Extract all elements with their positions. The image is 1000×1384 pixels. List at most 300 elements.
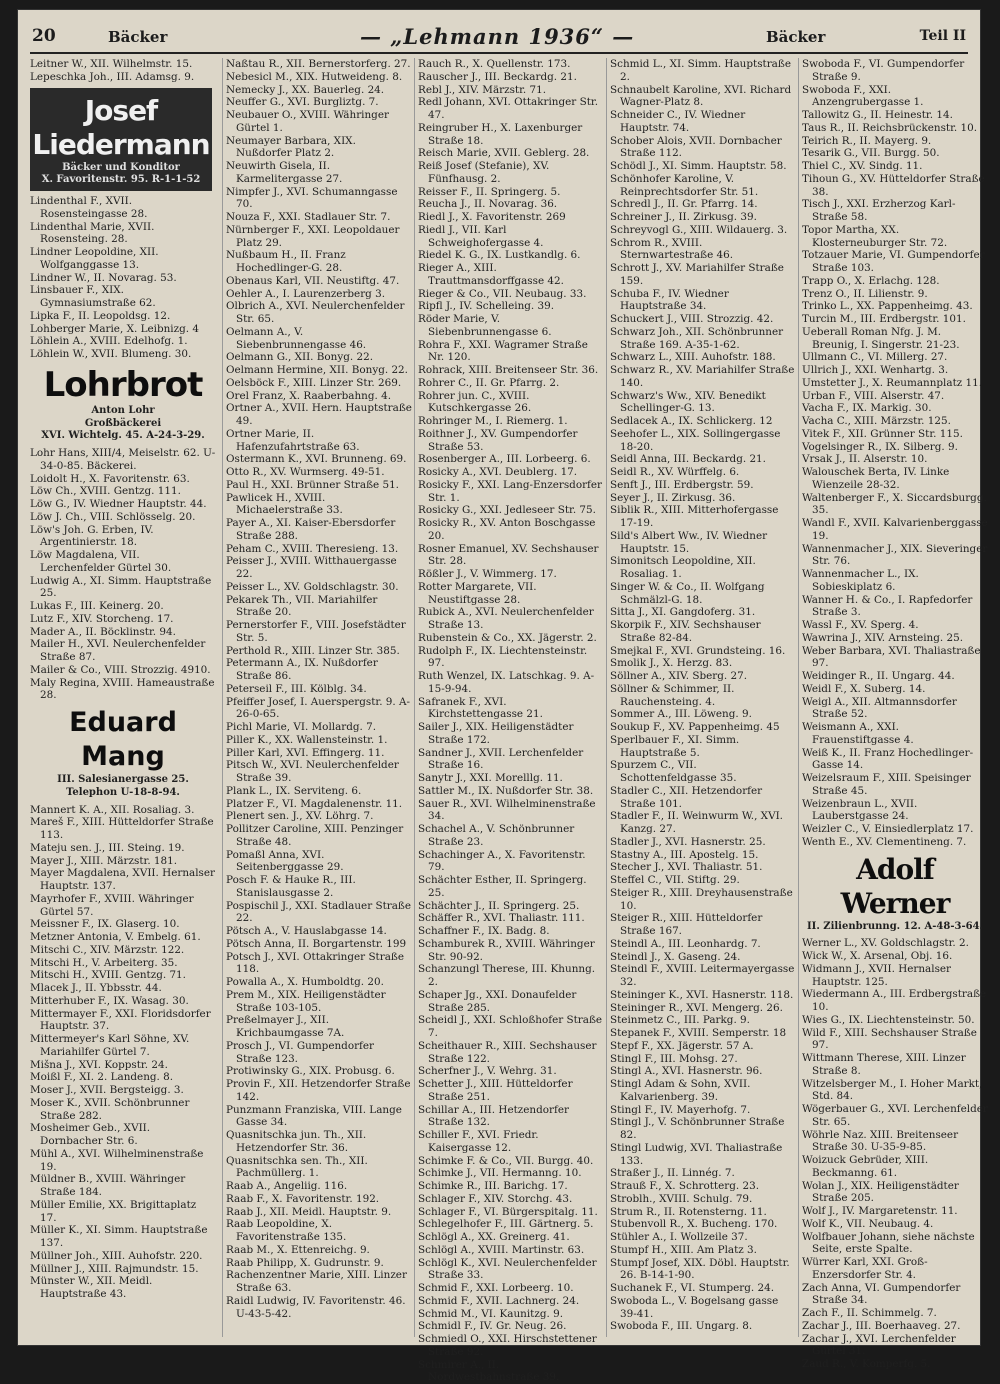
directory-entry: Otto R., XV. Wurmserg. 49-51. [226, 466, 412, 479]
directory-entry: Lindenthal Marie, XVII. Rosensteing. 28. [30, 221, 216, 247]
directory-entry: Tihoun G., XV. Hütteldorfer Straße 38. [802, 173, 988, 199]
directory-entry: Pollitzer Caroline, XIII. Penzinger Straße 48. [226, 823, 412, 849]
directory-entry: Sandner J., XVII. Lerchenfelder Straße 16. [418, 747, 604, 773]
columns [30, 58, 970, 1337]
directory-entry: Schlegelhofer F., III. Gärtnerg. 5. [418, 1218, 604, 1231]
directory-entry: Mlacek J., II. Ybbsstr. 44. [30, 982, 216, 995]
directory-entry: Lindner W., II. Novarag. 53. [30, 272, 216, 285]
directory-entry: Vogelsinger R., IX. Silberg. 9. [802, 441, 988, 454]
directory-entry: Peisser J., XVIII. Witthauergasse 22. [226, 555, 412, 581]
directory-entry: Schmid M., VI. Kaunitzg. 9. [418, 1308, 604, 1321]
directory-entry: Stühler A., I. Wollzeile 37. [610, 1231, 796, 1244]
directory-entry: Widmann J., XVII. Hernalser Hauptstr. 125. [802, 963, 988, 989]
directory-entry: Schächter Esther, II. Springerg. 25. [418, 874, 604, 900]
directory-entry: Schwarz Joh., XII. Schönbrunner Straße 169. A-35-1-62. [610, 326, 796, 352]
directory-entry: Stroblh., XVIII. Schulg. 79. [610, 1193, 796, 1206]
directory-entry: Skorpik F., XIV. Sechshauser Straße 82-84. [610, 619, 796, 645]
directory-entry: Teirich R., II. Mayerg. 9. [802, 135, 988, 148]
entry-list [30, 58, 216, 84]
directory-entry: Rosicky G., XXI. Jedleseer Str. 75. [418, 504, 604, 517]
directory-entry: Orel Franz, X. Raaberbahng. 4. [226, 390, 412, 403]
directory-entry: Reingruber H., X. Laxenburger Straße 18. [418, 122, 604, 148]
directory-entry: Rosicky R., XV. Anton Boschgasse 20. [418, 517, 604, 543]
directory-entry: Reisser F., II. Springerg. 5. [418, 186, 604, 199]
ad-line: XVI. Wichtelg. 45. A-24-3-29. [30, 430, 216, 443]
directory-entry: Wannenmacher J., XIX. Sieveringer Str. 76. [802, 543, 988, 569]
directory-entry: Stingl Adam & Sohn, XVII. Kalvarienberg. 39. [610, 1078, 796, 1104]
directory-entry: Ludwig A., XI. Simm. Hauptstraße 25. [30, 575, 216, 601]
directory-entry: Nemecky J., XX. Bauerleg. 24. [226, 84, 412, 97]
directory-entry: Loidolt H., X. Favoritenstr. 63. [30, 473, 216, 486]
directory-entry: Trapp O., X. Erlachg. 128. [802, 275, 988, 288]
directory-entry: Stastny A., III. Apostelg. 15. [610, 849, 796, 862]
directory-entry: Peham C., XVIII. Theresieng. 13. [226, 543, 412, 556]
directory-entry: Sommer A., III. Löweng. 9. [610, 708, 796, 721]
directory-entry: Seyer J., II. Zirkusg. 36. [610, 492, 796, 505]
directory-entry: Wittmann Therese, XIII. Linzer Straße 8. [802, 1052, 988, 1078]
directory-entry: Weidinger R., II. Ungarg. 44. [802, 670, 988, 683]
directory-entry: Zachar J., III. Boerhaaveg. 27. [802, 1320, 988, 1333]
directory-entry: Rubenstein & Co., XX. Jägerstr. 2. [418, 632, 604, 645]
directory-entry: Piller K., XX. Wallensteinstr. 1. [226, 734, 412, 747]
directory-entry: Schimke F. & Co., VII. Burgg. 40. [418, 1155, 604, 1168]
directory-entry: Plenert sen. J., XV. Löhrg. 7. [226, 810, 412, 823]
directory-entry: Stingl F., III. Mohsg. 27. [610, 1053, 796, 1066]
directory-entry: Schillar A., III. Hetzendorfer Straße 132. [418, 1104, 604, 1130]
directory-entry: Pernerstorfer F., VIII. Josefstädter Str. 5. [226, 619, 412, 645]
ad-line: Anton Lohr [30, 405, 216, 418]
directory-entry: Prem M., XIX. Heiligenstädter Straße 103-105. [226, 989, 412, 1015]
directory-entry: Smolik J., X. Herzg. 83. [610, 657, 796, 670]
directory-entry: Sild's Albert Ww., IV. Wiedner Hauptstr. 15. [610, 530, 796, 556]
directory-entry: Lepeschka Joh., III. Adamsg. 9. [30, 71, 216, 84]
directory-entry: Stumpf H., XIII. Am Platz 3. [610, 1244, 796, 1257]
directory-entry: Vrsak J., II. Alserstr. 10. [802, 453, 988, 466]
directory-entry: Rosenberger A., III. Lorbeerg. 6. [418, 453, 604, 466]
directory-entry: Schober Alois, XVII. Dornbacher Straße 112. [610, 135, 796, 161]
ad-line: X. Favoritenstr. 95. R-1-1-52 [30, 174, 212, 187]
directory-entry: Suchanek F., VI. Stumperg. 24. [610, 1282, 796, 1295]
directory-entry: Wassl F., XV. Sperg. 4. [802, 619, 988, 632]
directory-entry: Rebl J., XIV. Märzstr. 71. [418, 84, 604, 97]
directory-entry: Pichl Marie, VI. Mollardg. 7. [226, 721, 412, 734]
directory-entry: Scheithauer R., XIII. Sechshauser Straße 122. [418, 1040, 604, 1066]
directory-entry: Witzelsberger M., I. Hoher Markt, Std. 84. [802, 1078, 988, 1104]
directory-entry: Neuwirth Gisela, II. Karmelitergasse 27. [226, 160, 412, 186]
directory-entry: Sauer R., XVI. Wilhelminenstraße 34. [418, 798, 604, 824]
directory-entry: Löw J. Ch., VIII. Schlösselg. 20. [30, 511, 216, 524]
directory-entry: Schmirer A., II. Nordwestbahnstraße 39. [418, 1359, 604, 1384]
entry-list [30, 195, 216, 361]
directory-entry: Mateju sen. J., III. Steing. 19. [30, 842, 216, 855]
directory-entry: Schödl J., XI. Simm. Hauptstr. 58. [610, 160, 796, 173]
directory-entry: Löhlein A., XVIII. Edelhofg. 1. [30, 335, 216, 348]
directory-entry: Söllner A., XIV. Sberg. 27. [610, 670, 796, 683]
directory-entry: Ortner Marie, II. Hafenzufahrtstraße 63. [226, 428, 412, 454]
directory-entry: Oelmann Hermine, XII. Bonyg. 22. [226, 364, 412, 377]
directory-entry: Reiß Josef (Stefanie), XV. Fünfhausg. 2. [418, 160, 604, 186]
directory-entry: Schrott J., XV. Mariahilfer Straße 159. [610, 262, 796, 288]
entry-list [802, 58, 988, 849]
directory-entry: Singer W. & Co., II. Wolfgang Schmälzl-G. 18. [610, 581, 796, 607]
directory-entry: Wögerbauer G., XVI. Lerchenfelder Str. 65. [802, 1103, 988, 1129]
directory-entry: Petermann A., IX. Nußdorfer Straße 86. [226, 657, 412, 683]
directory-entry: Weismann A., XXI. Frauenstiftgasse 4. [802, 721, 988, 747]
directory-entry: Linsbauer F., XIX. Gymnasiumstraße 62. [30, 284, 216, 310]
directory-entry: Mannert K. A., XII. Rosaliag. 3. [30, 804, 216, 817]
directory-entry: Scherfner J., V. Wehrg. 31. [418, 1065, 604, 1078]
directory-entry: Trinko L., XX. Pappenheimg. 43. [802, 300, 988, 313]
directory-entry: Stadler J., XVI. Hasnerstr. 25. [610, 836, 796, 849]
directory-entry: Stecher J., XVI. Thaliastr. 51. [610, 861, 796, 874]
directory-entry: Stepf F., XX. Jägerstr. 57 A. [610, 1040, 796, 1053]
directory-entry: Schwarz L., XIII. Auhofstr. 188. [610, 351, 796, 364]
directory-entry: Tisch J., XXI. Erzherzog Karl-Straße 58. [802, 198, 988, 224]
directory-entry: Quasnitschka sen. Th., XII. Pachmüllerg. 1. [226, 1155, 412, 1181]
directory-entry: Seidl Anna, III. Beckardg. 21. [610, 453, 796, 466]
directory-entry: Sperlbauer F., XI. Simm. Hauptstraße 5. [610, 734, 796, 760]
directory-entry: Wöhrle Naz. XIII. Breitenseer Straße 30. U-35-9-85. [802, 1129, 988, 1155]
directory-entry: Stingl Ludwig, XVI. Thaliastraße 133. [610, 1142, 796, 1168]
directory-entry: Naßtau R., XII. Bernerstorferg. 27. [226, 58, 412, 71]
directory-entry: Schetter J., XIII. Hütteldorfer Straße 251. [418, 1078, 604, 1104]
directory-entry: Löw's Joh. G. Erben, IV. Argentinierstr. 18. [30, 524, 216, 550]
directory-entry: Sanytr J., XXI. Morelllg. 11. [418, 772, 604, 785]
directory-entry: Trenz O., II. Lilienstr. 9. [802, 288, 988, 301]
directory-entry: Pospischil J., XXI. Stadlauer Straße 22. [226, 900, 412, 926]
directory-entry: Wannenmacher L., IX. Sobieskiplatz 6. [802, 568, 988, 594]
page-number: 20 [32, 26, 56, 46]
directory-entry: Löw Magdalena, VII. Lerchenfelder Gürtel 30. [30, 549, 216, 575]
directory-entry: Schuba F., IV. Wiedner Hauptstraße 34. [610, 288, 796, 314]
directory-entry: Pfeiffer Josef, I. Auerspergstr. 9. A-26-0-65. [226, 696, 412, 722]
directory-entry: Stadler C., XII. Hetzendorfer Straße 101. [610, 785, 796, 811]
directory-entry: Zach Anna, VI. Gumpendorfer Straße 34. [802, 1282, 988, 1308]
directory-entry: Payer A., XI. Kaiser-Ebersdorfer Straße 288. [226, 517, 412, 543]
directory-entry: Stepanek F., XVIII. Semperstr. 18 [610, 1027, 796, 1040]
directory-entry: Schimke J., VII. Hermanng. 10. [418, 1167, 604, 1180]
directory-entry: Siblik R., XIII. Mitterhofergasse 17-19. [610, 504, 796, 530]
advertisement-werner [802, 853, 988, 934]
directory-entry: Ortner A., XVII. Hern. Hauptstraße 49. [226, 402, 412, 428]
directory-entry: Rachenzentner Marie, XIII. Linzer Straße 63. [226, 1269, 412, 1295]
directory-entry: Rudolph F., IX. Liechtensteinstr. 97. [418, 645, 604, 671]
directory-entry: Protiwinsky G., XIX. Probusg. 6. [226, 1065, 412, 1078]
directory-entry: Strauß F., X. Schrotterg. 23. [610, 1180, 796, 1193]
directory-entry: Ruth Wenzel, IX. Latschkag. 9. A-15-9-94. [418, 670, 604, 696]
directory-entry: Maly Regina, XVIII. Hameaustraße 28. [30, 677, 216, 703]
directory-entry: Wies G., IX. Liechtensteinstr. 50. [802, 1014, 988, 1027]
entry-list [802, 937, 988, 1371]
directory-entry: Schächter J., II. Springerg. 25. [418, 900, 604, 913]
directory-entry: Weizelsraum F., XIII. Speisinger Straße 45. [802, 772, 988, 798]
directory-entry: Waltenberger F., X. Siccardsburgg. 35. [802, 492, 988, 518]
directory-entry: Schlager F., XIV. Storchg. 43. [418, 1193, 604, 1206]
directory-entry: Wawrina J., XIV. Arnsteing. 25. [802, 632, 988, 645]
directory-entry: Schmid F., XXI. Lorbeerg. 10. [418, 1282, 604, 1295]
directory-entry: Mayer J., XIII. Märzstr. 181. [30, 855, 216, 868]
directory-entry: Münster W., XII. Meidl. Hauptstraße 43. [30, 1275, 216, 1301]
ad-line: III. Salesianergasse 25. [30, 774, 216, 787]
directory-entry: Zaud R., V. Komperfg. 5. [802, 1358, 988, 1371]
directory-entry: Smejkal F., XVI. Grundsteing. 16. [610, 645, 796, 658]
directory-entry: Raab A., Angeliig. 116. [226, 1180, 412, 1193]
directory-entry: Rohra F., XXI. Wagramer Straße Nr. 120. [418, 339, 604, 365]
directory-entry: Schmiedl O., XXI. Hirschstettener Straße 92. [418, 1333, 604, 1359]
directory-entry: Tesarik G., VII. Burgg. 50. [802, 147, 988, 160]
directory-entry: Schlager F., VI. Bürgerspitalg. 11. [418, 1206, 604, 1219]
directory-entry: Steiger R., XIII. Dreyhausenstraße 10. [610, 887, 796, 913]
directory-entry: Thiel C., XV. Sindg. 11. [802, 160, 988, 173]
directory-entry: Mišna J., XVI. Koppstr. 24. [30, 1059, 216, 1072]
directory-entry: Würrer Karl, XXI. Groß-Enzersdorfer Str. 4. [802, 1256, 988, 1282]
directory-entry: Müllner J., XIII. Rajmundstr. 15. [30, 1263, 216, 1276]
directory-entry: Rößler J., V. Wimmerg. 17. [418, 568, 604, 581]
directory-entry: Wenth E., XV. Clementineng. 7. [802, 836, 988, 849]
directory-entry: Pitsch W., XVI. Neulerchenfelder Straße 39. [226, 759, 412, 785]
directory-entry: Stingl J., V. Schönbrunner Straße 82. [610, 1116, 796, 1142]
directory-entry: Löhlein W., XVII. Blumeng. 30. [30, 348, 216, 361]
column-5 [798, 58, 988, 1337]
directory-entry: Swoboda L., V. Bogelsang gasse 39-41. [610, 1295, 796, 1321]
directory-entry: Schneider C., IV. Wiedner Hauptstr. 74. [610, 109, 796, 135]
directory-entry: Steininger R., XVI. Mengerg. 26. [610, 1002, 796, 1015]
directory-entry: Neumayer Barbara, XIX. Nußdorfer Platz 2. [226, 135, 412, 161]
directory-entry: Stingl F., IV. Mayerhofg. 7. [610, 1104, 796, 1117]
directory-entry: Urban F., VIII. Alserstr. 47. [802, 390, 988, 403]
directory-entry: Mailer H., XVI. Neulerchenfelder Straße 87. [30, 638, 216, 664]
directory-entry: Rohrer C., II. Gr. Pfarrg. 2. [418, 377, 604, 390]
directory-entry: Swoboda F., III. Ungarg. 8. [610, 1320, 796, 1333]
directory-entry: Schnaubelt Karoline, XVI. Richard Wagner-Platz 8. [610, 84, 796, 110]
directory-entry: Stubenvoll R., X. Bucheng. 170. [610, 1218, 796, 1231]
directory-entry: Schaper Jg., XXI. Donaufelder Straße 285. [418, 989, 604, 1015]
directory-entry: Schlögl A., XVIII. Martinstr. 63. [418, 1244, 604, 1257]
directory-entry: Moser K., XVII. Schönbrunner Straße 282. [30, 1097, 216, 1123]
directory-entry: Raab M., X. Ettenreichg. 9. [226, 1244, 412, 1257]
directory-entry: Rosicky F., XXI. Lang-Enzersdorfer Str. 1. [418, 479, 604, 505]
directory-entry: Rohrack, XIII. Breitenseer Str. 36. [418, 364, 604, 377]
directory-entry: Wiedermann A., III. Erdbergstraße 10. [802, 988, 988, 1014]
directory-entry: Safranek F., XVI. Kirchstettengasse 21. [418, 696, 604, 722]
ad-name: Eduard Mang [30, 706, 216, 774]
directory-entry: Löw G., IV. Wiedner Hauptstr. 44. [30, 498, 216, 511]
directory-entry: Potsch J., XVI. Ottakringer Straße 118. [226, 951, 412, 977]
directory-entry: Paul H., XXI. Brünner Straße 51. [226, 479, 412, 492]
directory-entry: Müller K., XI. Simm. Hauptstraße 137. [30, 1224, 216, 1250]
directory-entry: Schamburek R., XVIII. Währinger Str. 90-92. [418, 938, 604, 964]
directory-entry: Rohringer M., I. Riemerg. 1. [418, 415, 604, 428]
directory-entry: Ostermann K., XVI. Brunneng. 69. [226, 453, 412, 466]
directory-entry: Ueberall Roman Nfg. J. M. Breunig, I. Singerstr. 21-23. [802, 326, 988, 352]
directory-entry: Nimpfer J., XVI. Schumanngasse 70. [226, 186, 412, 212]
entry-list [30, 447, 216, 702]
directory-entry: Turcin M., III. Erdbergstr. 101. [802, 313, 988, 326]
directory-entry: Straßer J., II. Linnég. 7. [610, 1167, 796, 1180]
directory-entry: Quasnitschka jun. Th., XII. Hetzendorfer Str. 36. [226, 1129, 412, 1155]
directory-entry: Neubauer O., XVIII. Währinger Gürtel 1. [226, 109, 412, 135]
column-1 [30, 58, 216, 1337]
directory-entry: Roithner J., XV. Gumpendorfer Straße 53. [418, 428, 604, 454]
directory-entry: Swoboda F., VI. Gumpendorfer Straße 9. [802, 58, 988, 84]
directory-entry: Taus R., II. Reichsbrückenstr. 10. [802, 122, 988, 135]
directory-entry: Stumpf Josef, XIX. Döbl. Hauptstr. 26. B-14-1-90. [610, 1257, 796, 1283]
directory-entry: Schlögl K., XVI. Neulerchenfelder Straße 33. [418, 1257, 604, 1283]
directory-entry: Lukas F., III. Keinerg. 20. [30, 600, 216, 613]
directory-entry: Schlögl A., XX. Greinerg. 41. [418, 1231, 604, 1244]
directory-entry: Olbrich A., XVI. Neulerchenfelder Str. 65. [226, 300, 412, 326]
directory-entry: Umstetter J., X. Reumannplatz 11. [802, 377, 988, 390]
directory-entry: Seidl R., XV. Würffelg. 6. [610, 466, 796, 479]
directory-entry: Mühl A., XVI. Wilhelminenstraße 19. [30, 1148, 216, 1174]
directory-entry: Wick W., X. Arsenal, Obj. 16. [802, 950, 988, 963]
directory-entry: Schäffer R., XVI. Thaliastr. 111. [418, 912, 604, 925]
directory-entry: Steiger R., XIII. Hütteldorfer Straße 167. [610, 912, 796, 938]
directory-entry: Riedl J., X. Favoritenstr. 269 [418, 211, 604, 224]
directory-entry: Mayrhofer F., XVIII. Währinger Gürtel 57. [30, 893, 216, 919]
directory-entry: Mareš F., XIII. Hütteldorfer Straße 113. [30, 816, 216, 842]
ad-name: Josef Liedermann [30, 94, 212, 162]
directory-entry: Rosner Emanuel, XV. Sechshauser Str. 28. [418, 543, 604, 569]
directory-entry: Stadler F., II. Weinwurm W., XVI. Kanzg. 27. [610, 810, 796, 836]
directory-entry: Mailer & Co., VIII. Strozzig. 4910. [30, 664, 216, 677]
directory-entry: Schimke R., III. Barichg. 17. [418, 1180, 604, 1193]
directory-entry: Wild F., XIII. Sechshauser Straße 97. [802, 1027, 988, 1053]
directory-entry: Steinmetz C., III. Parkg. 9. [610, 1014, 796, 1027]
header-category-left: Bäcker [108, 28, 167, 46]
directory-entry: Prosch J., VI. Gumpendorfer Straße 123. [226, 1040, 412, 1066]
column-2 [222, 58, 412, 1337]
directory-entry: Redl Johann, XVI. Ottakringer Str. 47. [418, 96, 604, 122]
directory-entry: Moißl F., XI. 2. Landeng. 8. [30, 1071, 216, 1084]
ad-line: Bäcker und Konditor [30, 162, 212, 175]
directory-entry: Raab Philipp, X. Gudrunstr. 9. [226, 1257, 412, 1270]
directory-entry: Peisser L., XV. Goldschlagstr. 30. [226, 581, 412, 594]
directory-entry: Nebesicl M., XIX. Hutweideng. 8. [226, 71, 412, 84]
directory-entry: Wolfbauer Johann, siehe nächste Seite, erste Spalte. [802, 1231, 988, 1257]
directory-entry: Schanzungl Therese, III. Khunng. 2. [418, 963, 604, 989]
ad-line: Großbäckerei [30, 418, 216, 431]
directory-entry: Nürnberger F., XXI. Leopoldauer Platz 29. [226, 224, 412, 250]
directory-entry: Mittermayer F., XXI. Floridsdorfer Hauptstr. 37. [30, 1008, 216, 1034]
directory-entry: Raab J., XII. Meidl. Hauptstr. 9. [226, 1206, 412, 1219]
directory-entry: Wolf K., VII. Neubaug. 4. [802, 1218, 988, 1231]
directory-entry: Lindner Leopoldine, XII. Wolfganggasse 13. [30, 246, 216, 272]
directory-entry: Vacha F., IX. Markig. 30. [802, 402, 988, 415]
directory-entry: Topor Martha, XX. Klosterneuburger Str. 72. [802, 224, 988, 250]
directory-entry: Ripfl J., IV. Schelleing. 39. [418, 300, 604, 313]
directory-entry: Piller Karl, XVI. Effingerg. 11. [226, 747, 412, 760]
directory-entry: Riedel K. G., IX. Lustkandlg. 6. [418, 249, 604, 262]
directory-entry: Neuffer G., XVI. Burgliztg. 7. [226, 96, 412, 109]
directory-entry: Sedlacek A., IX. Schlickerg. 12 [610, 415, 796, 428]
page-title: — „Lehmann 1936“ — [360, 24, 634, 49]
directory-entry: Woizuck Gebrüder, XIII. Beckmanng. 61. [802, 1154, 988, 1180]
directory-entry: Rotter Margarete, VII. Neustiftgasse 28. [418, 581, 604, 607]
directory-entry: Schaffner F., IX. Badg. 8. [418, 925, 604, 938]
directory-entry: Lohberger Marie, X. Leibnizg. 4 [30, 323, 216, 336]
directory-entry: Schmid L., XI. Simm. Hauptstraße 2. [610, 58, 796, 84]
directory-entry: Walouschek Berta, IV. Linke Wienzeile 28-32. [802, 466, 988, 492]
page-header [30, 22, 968, 54]
directory-entry: Schmid F., XVII. Lachnerg. 24. [418, 1295, 604, 1308]
directory-entry: Pekarek Th., VII. Mariahilfer Straße 20. [226, 594, 412, 620]
directory-entry: Mitschi H., XVIII. Gentzg. 71. [30, 969, 216, 982]
ad-name: Adolf Werner [802, 853, 988, 921]
directory-entry: Steininger K., XVI. Hasnerstr. 118. [610, 989, 796, 1002]
ad-name: Lohrbrot [30, 365, 216, 405]
directory-entry: Schwarz's Ww., XIV. Benedikt Schellinger-G. 13. [610, 390, 796, 416]
directory-entry: Sitta J., XI. Gangdoferg. 31. [610, 606, 796, 619]
directory-entry: Preßelmayer J., XII. Krichbaumgasse 7A. [226, 1014, 412, 1040]
directory-entry: Senft J., III. Erdbergstr. 59. [610, 479, 796, 492]
column-4 [606, 58, 796, 1337]
directory-entry: Rubick A., XVI. Neulerchenfelder Straße 13. [418, 606, 604, 632]
directory-entry: Reucha J., II. Novarag. 36. [418, 198, 604, 211]
directory-entry: Wandl F., XVII. Kalvarienberggasse 19. [802, 517, 988, 543]
entry-list [610, 58, 796, 1333]
directory-entry: Provin F., XII. Hetzendorfer Straße 142. [226, 1078, 412, 1104]
directory-entry: Schredl J., II. Gr. Pfarrg. 14. [610, 198, 796, 211]
directory-entry: Löw Ch., XVIII. Gentzg. 111. [30, 485, 216, 498]
directory-entry: Obenaus Karl, VII. Neustiftg. 47. [226, 275, 412, 288]
column-3 [414, 58, 604, 1337]
directory-entry: Rieger A., XIII. Trauttmansdorffgasse 42. [418, 262, 604, 288]
directory-page [18, 10, 980, 1345]
directory-entry: Lohr Hans, XIII/4, Meiselstr. 62. U-34-0-85. Bäckerei. [30, 447, 216, 473]
directory-entry: Müller Emilie, XX. Brigittaplatz 17. [30, 1199, 216, 1225]
directory-entry: Seehofer L., XIX. Sollingergasse 18-20. [610, 428, 796, 454]
directory-entry: Meissner F., IX. Glaserg. 10. [30, 918, 216, 931]
advertisement-mang [30, 706, 216, 800]
directory-entry: Weiß K., II. Franz Hochedlinger-Gasse 14. [802, 747, 988, 773]
directory-entry: Vacha C., XIII. Märzstr. 125. [802, 415, 988, 428]
directory-entry: Mayer Magdalena, XVII. Hernalser Hauptstr. 137. [30, 867, 216, 893]
directory-entry: Weizenbraun L., XVII. Lauberstgasse 24. [802, 798, 988, 824]
directory-entry: Lutz F., XIV. Storcheng. 17. [30, 613, 216, 626]
directory-entry: Raab Leopoldine, X. Favoritenstraße 135. [226, 1218, 412, 1244]
header-category-right: Bäcker [766, 28, 825, 46]
directory-entry: Oelmann G., XII. Bonyg. 22. [226, 351, 412, 364]
directory-entry: Reisch Marie, XVII. Geblerg. 28. [418, 147, 604, 160]
directory-entry: Plank L., IX. Serviteng. 6. [226, 785, 412, 798]
entry-list [226, 58, 412, 1320]
directory-entry: Tallowitz G., II. Heinestr. 14. [802, 109, 988, 122]
directory-entry: Nußbaum H., II. Franz Hochedlinger-G. 28. [226, 249, 412, 275]
directory-entry: Zachar J., XVI. Lerchenfelder Gürtel 31. [802, 1333, 988, 1359]
directory-entry: Müllner Joh., XIII. Auhofstr. 220. [30, 1250, 216, 1263]
directory-entry: Weizler C., V. Einsiedlerplatz 17. [802, 823, 988, 836]
directory-entry: Müldner B., XVIII. Währinger Straße 184. [30, 1173, 216, 1199]
directory-entry: Schachel A., V. Schönbrunner Straße 23. [418, 823, 604, 849]
directory-entry: Pötsch A., V. Hauslabgasse 14. [226, 925, 412, 938]
directory-entry: Werner L., XV. Goldschlagstr. 2. [802, 937, 988, 950]
entry-list [418, 58, 604, 1384]
directory-entry: Raab F., X. Favoritenstr. 192. [226, 1193, 412, 1206]
directory-entry: Strum R., II. Rotensterng. 11. [610, 1206, 796, 1219]
directory-entry: Perthold R., XIII. Linzer Str. 385. [226, 645, 412, 658]
directory-entry: Rieger & Co., VII. Neubaug. 33. [418, 288, 604, 301]
directory-entry: Schiller F., XVI. Friedr. Kaisergasse 12. [418, 1129, 604, 1155]
advertisement-liedermann [30, 88, 212, 192]
directory-entry: Wanner H. & Co., I. Rapfedorfer Straße 3. [802, 594, 988, 620]
directory-entry: Lindenthal F., XVII. Rosensteingasse 28. [30, 195, 216, 221]
directory-entry: Scheidl J., XXI. Schloßhofer Straße 7. [418, 1014, 604, 1040]
directory-entry: Vitek F., XII. Grünner Str. 115. [802, 428, 988, 441]
directory-entry: Zach F., II. Schimmelg. 7. [802, 1307, 988, 1320]
directory-entry: Peterseil F., III. Kölblg. 34. [226, 683, 412, 696]
directory-entry: Oelsböck F., XIII. Linzer Str. 269. [226, 377, 412, 390]
